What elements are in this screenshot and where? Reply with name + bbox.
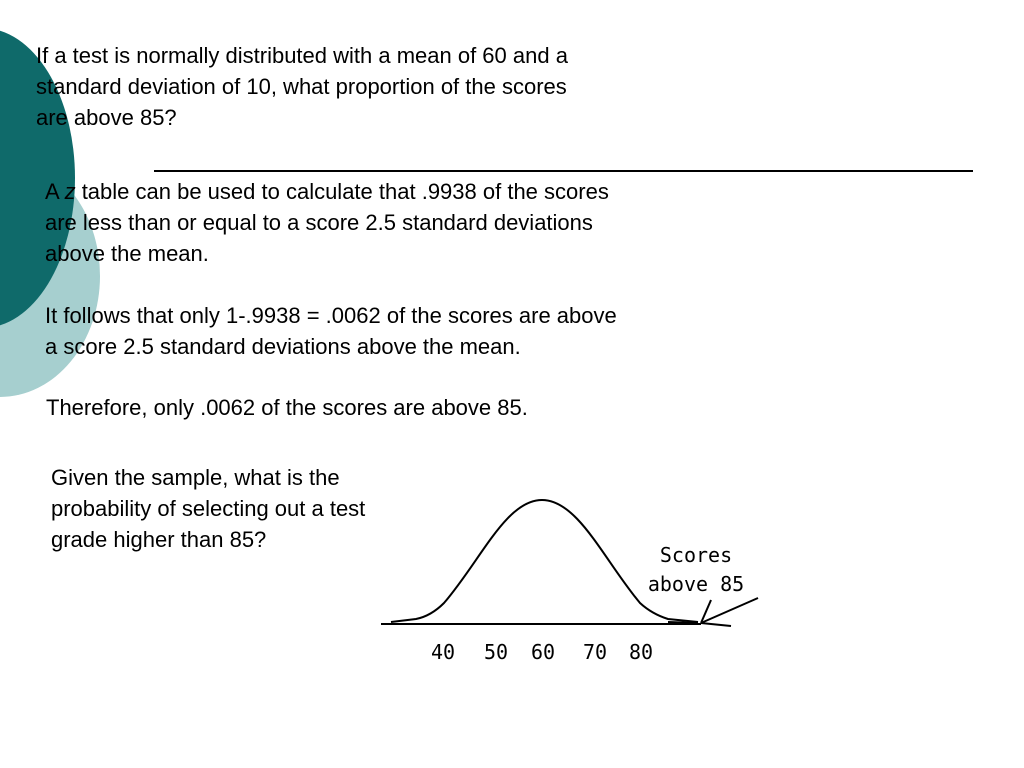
annotation-above-85: above 85: [647, 572, 745, 596]
question-2: Given the sample, what is the probability of selecting out a test grade higher than 85?: [51, 465, 366, 552]
normal-curve-figure: [376, 488, 766, 668]
para-1-body: table can be used to calculate that .9938 of the scores are less than or equal to a score 2.5 standard deviations above the mean.: [45, 179, 609, 266]
tick-label: 80: [628, 640, 654, 664]
therefore-paragraph: Therefore, only .0062 of the scores are above 85.: [46, 395, 528, 420]
divider-line: [154, 170, 973, 172]
tick-label: 50: [483, 640, 509, 664]
z-table-paragraph: [45, 176, 745, 269]
arrow-head-lower: [701, 623, 731, 626]
follows-paragraph: It follows that only 1-.9938 = .0062 of the scores are above a score 2.5 standard deviations above the mean.: [45, 303, 617, 359]
question-1: If a test is normally distributed with a mean of 60 and a standard deviation of 10, what proportion of the scores are above 85?: [36, 43, 568, 130]
bell-curve: [391, 500, 698, 622]
tick-label: 70: [582, 640, 608, 664]
para-1-prefix: A: [45, 179, 65, 204]
tick-label: 40: [430, 640, 456, 664]
z-symbol: z: [64, 179, 76, 204]
tick-label: 60: [530, 640, 556, 664]
annotation-scores: Scores: [659, 543, 733, 567]
